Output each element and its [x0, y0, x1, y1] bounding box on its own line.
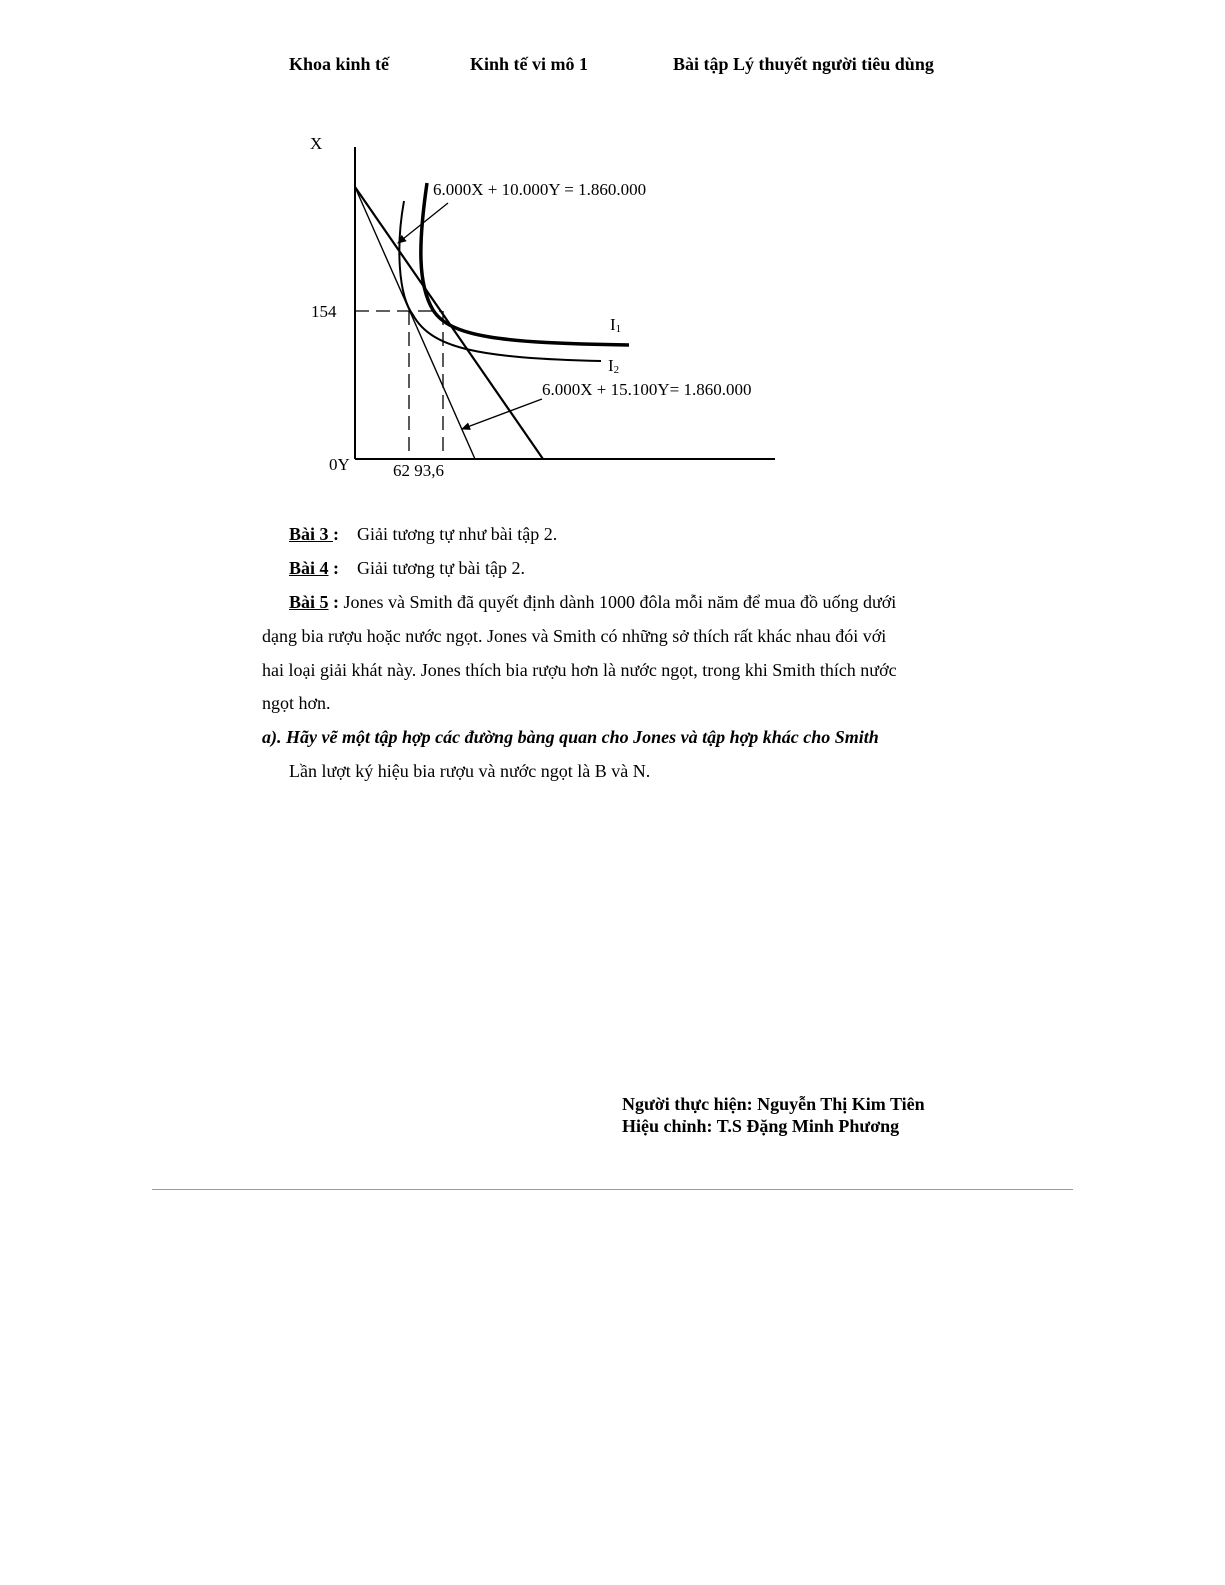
question-a: a). Hãy vẽ một tập hợp các đường bàng quan cho Jones và tập hợp khác cho Smith [262, 727, 879, 747]
bai3-label: Bài 3 [289, 524, 334, 544]
author-credit: Người thực hiện: Nguyễn Thị Kim Tiên [622, 1094, 925, 1114]
curve-1-label: I1 [610, 315, 622, 335]
bai5-line-2: dạng bia rượu hoặc nước ngọt. Jones và Smith có những sở thích rất khác nhau đói với [262, 626, 887, 646]
budget-line-2 [355, 187, 475, 459]
editor-credit: Hiệu chỉnh: T.S Đặng Minh Phương [622, 1116, 900, 1136]
bai3-colon: : [333, 524, 340, 544]
bai4-colon: : [328, 558, 340, 578]
y-tick-154: 154 [311, 302, 337, 321]
bai5-colon: : [328, 592, 340, 612]
budget-line-2-label: 6.000X + 15.100Y= 1.860.000 [542, 380, 752, 399]
bai3-paragraph [289, 524, 557, 545]
notation-line: Lần lượt ký hiệu bia rượu và nước ngọt là B và N. [289, 761, 651, 781]
origin-label: 0Y [329, 455, 350, 474]
header-faculty: Khoa kinh tế [289, 54, 390, 74]
bai4-text: Giải tương tự bài tập 2. [357, 558, 526, 578]
indifference-curve-1 [421, 183, 629, 345]
bai4-paragraph [289, 558, 525, 579]
budget-line-1-label: 6.000X + 10.000Y = 1.860.000 [433, 180, 647, 199]
bai3-text: Giải tương tự như bài tập 2. [357, 524, 558, 544]
x-ticks: 62 93,6 [393, 461, 444, 480]
header-course: Kinh tế vi mô 1 [470, 54, 589, 74]
bai5-line-3: hai loại giải khát này. Jones thích bia rượu hơn là nước ngọt, trong khi Smith thích nước [262, 660, 897, 680]
callout-arrow-2 [462, 399, 542, 429]
indifference-curve-diagram [300, 125, 780, 490]
curve-2-label: I2 [608, 356, 620, 376]
bai5-label: Bài 5 [289, 592, 329, 612]
bai5-line-1 [289, 592, 896, 613]
bai4-label: Bài 4 [289, 558, 329, 578]
y-axis-label: X [310, 134, 323, 153]
bai5-line-4: ngọt hơn. [262, 693, 331, 713]
header-topic: Bài tập Lý thuyết người tiêu dùng [673, 54, 934, 74]
bai5-text-1: Jones và Smith đã quyết định dành 1000 đôla mỗi năm để mua đồ uống dưới [343, 592, 897, 612]
page-divider [152, 1189, 1073, 1190]
